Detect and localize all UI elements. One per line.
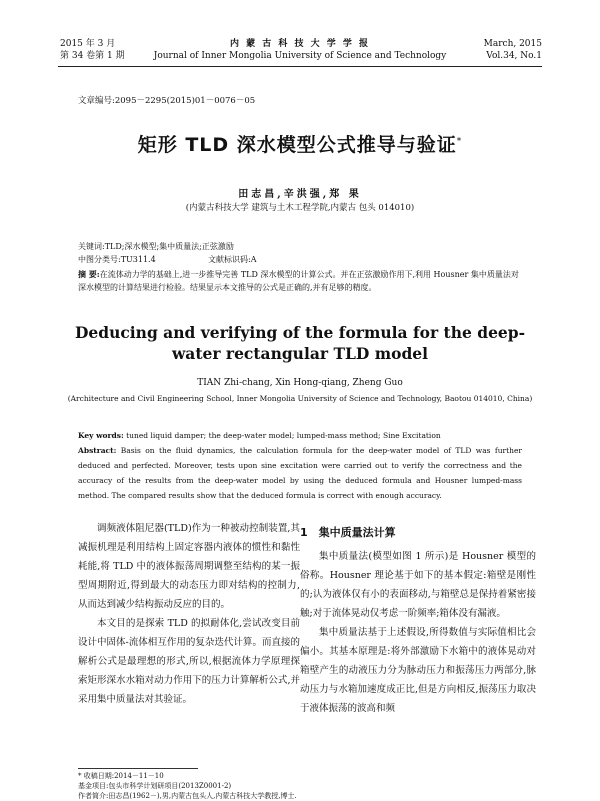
title-footnote-mark: * <box>456 136 463 147</box>
title-cn <box>60 130 540 157</box>
body-paragraph: 调频液体阻尼器(TLD)作为一种被动控制装置,其减振机理是利用结构上固定容器内液体的惯性和黏性耗能,将 TLD 中的液体振荡周期调整至结构的某一振型周期附近,得到最大的动态压力即对结构的控制力,从而达到减少结构振动反应的目的。 <box>78 523 300 610</box>
abstract-cn-text: 在流体动力学的基础上,进一步推导完善 TLD 深水模型的计算公式。并在正弦激励作用下,利用 Housner 集中质量法对深水模型的计算结果进行检验。结果显示本文推导的公式是正确的,并有足够的精度。 <box>78 270 519 292</box>
header-left <box>60 38 125 62</box>
abstract-en-label: Abstract: <box>78 446 117 455</box>
header-center <box>150 38 450 62</box>
keywords-cn: 关键词:TLD;深水模型;集中质量法;正弦激励 <box>78 242 234 251</box>
document-code: 文献标识码:A <box>208 255 257 264</box>
classification-number: 中图分类号:TU311.4 <box>78 255 156 264</box>
footnote-fund: 基金项目:包头市科学计划研项目(2013Z0001-2) <box>78 782 232 790</box>
header-rule <box>58 66 542 67</box>
header-right <box>484 38 542 62</box>
keywords-en-label: Key words: <box>78 431 124 440</box>
authors-cn: 田志昌,辛洪强,郑 果 <box>238 189 362 200</box>
classification-line <box>78 254 257 265</box>
body-paragraph: 集中质量法(模型如图 1 所示)是 Housner 模型的俗称。Housner 理论基于如下的基本假定:箱壁是刚性的;认为液体仅有小的表面移动,与箱壁总是保持着紧密接触;对于流体晃动仅考虑一阶频率;箱体没有漏液。 <box>300 551 536 619</box>
journal-name-cn: 内 蒙 古 科 技 大 学 学 报 <box>229 39 371 49</box>
authors-en: TIAN Zhi-chang, Xin Hong-qiang, Zheng Guo <box>197 378 403 388</box>
abstract-cn-label: 摘 要: <box>78 269 100 279</box>
body-paragraph: 本文目的是探索 TLD 的拟耐体化,尝试改变目前设计中固体-流体相互作用的复杂迭代计算。而直接的解析公式是最理想的形式,所以,根据流体力学原理探索矩形深水水箱对动力作用下的压力计算解析公式,并采用集中质量法对其验证。 <box>78 618 300 705</box>
abstract-en-text: Basis on the fluid dynamics, the calculation formula for the deep-water model of TLD was further deduced and perfected. Moreover, tests upon sine excitation were carried out to verify the correctness and the accuracy of the results from the deep-water model by using the deduced formula and Housner lumped-mass method. The compared results show that the deduced formula is correct with enough accuracy. <box>78 446 522 500</box>
title-en: Deducing and verifying of the formula for the deep-water rectangular TLD model <box>74 323 526 363</box>
header-volume-en: Vol.34, No.1 <box>486 51 542 61</box>
section-heading: 1 集中质量法计算 <box>300 526 396 539</box>
footnotes <box>78 771 538 801</box>
affiliation-en: (Architecture and Civil Engineering School, Inner Mongolia University of Science and Technology, Baotou 014010, China) <box>67 394 533 403</box>
header-date-cn: 2015 年 3 月 <box>60 39 116 49</box>
body-left-column <box>78 519 300 709</box>
footnote-received: * 收稿日期:2014－11－10 <box>78 772 164 780</box>
header-volume-cn: 第 34 卷第 1 期 <box>60 51 125 61</box>
keywords-en-text: tuned liquid damper; the deep-water model; lumped-mass method; Sine Excitation <box>126 431 441 440</box>
keywords-en <box>78 430 522 441</box>
article-number: 文章编号:2095－2295(2015)01－0076－05 <box>78 96 256 106</box>
footnote-rule <box>78 768 198 769</box>
abstract-en <box>78 443 522 503</box>
abstract-cn <box>78 268 522 294</box>
footnote-author: 作者简介:田志昌(1962－),男,内蒙古包头人,内蒙古科技大学教授,博士. <box>78 792 297 800</box>
journal-name-en: Journal of Inner Mongolia University of Science and Technology <box>153 51 447 61</box>
header-date-en: March, 2015 <box>483 39 542 49</box>
body-right-column <box>300 547 536 718</box>
title-cn-text: 矩形 TLD 深水模型公式推导与验证 <box>137 134 457 156</box>
body-paragraph: 集中质量法基于上述假设,所得数值与实际值相比会偏小。其基本原理是:将外部激励下水箱中的液体晃动对箱壁产生的动液压力分为脉动压力和振荡压力两部分,脉动压力与水箱加速度成正比,但是方向相反,振荡压力取决于液体振荡的波高和频 <box>300 627 536 714</box>
affiliation-cn: (内蒙古科技大学 建筑与土木工程学院,内蒙古 包头 014010) <box>185 203 415 213</box>
